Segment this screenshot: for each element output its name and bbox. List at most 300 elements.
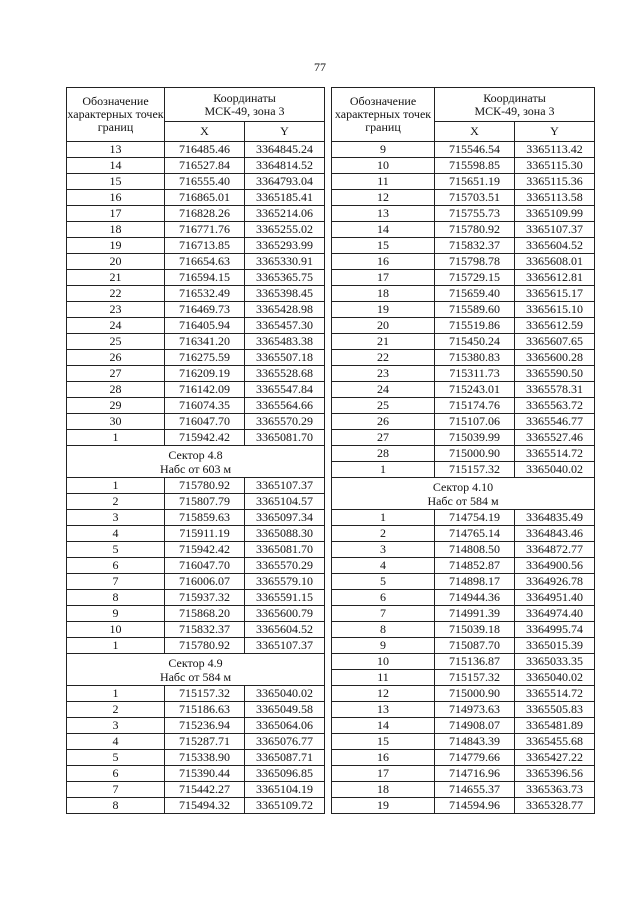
y-coordinate: 3365604.52 (515, 238, 595, 254)
point-number: 9 (332, 142, 435, 158)
y-coordinate: 3365040.02 (515, 462, 595, 478)
y-coordinate: 3365081.70 (245, 430, 325, 446)
point-number: 5 (332, 574, 435, 590)
table-row (332, 334, 595, 350)
table-row (67, 750, 325, 766)
sector-row (332, 478, 595, 510)
x-coordinate: 715390.44 (165, 766, 245, 782)
point-number: 8 (67, 798, 165, 814)
table-row (67, 318, 325, 334)
table-row (332, 670, 595, 686)
point-number: 26 (67, 350, 165, 366)
y-coordinate: 3365104.19 (245, 782, 325, 798)
x-coordinate: 716405.94 (165, 318, 245, 334)
y-coordinate: 3365113.58 (515, 190, 595, 206)
y-coordinate: 3365363.73 (515, 782, 595, 798)
sector-title: Сектор 4.9 (168, 655, 223, 670)
x-coordinate: 715780.92 (165, 638, 245, 654)
y-coordinate: 3365591.15 (245, 590, 325, 606)
x-coordinate: 715911.19 (165, 526, 245, 542)
x-coordinate: 714808.50 (435, 542, 515, 558)
y-coordinate: 3365563.72 (515, 398, 595, 414)
x-coordinate: 715243.01 (435, 382, 515, 398)
point-number: 1 (67, 478, 165, 494)
point-number: 13 (332, 702, 435, 718)
y-coordinate: 3365396.56 (515, 766, 595, 782)
y-coordinate: 3365076.77 (245, 734, 325, 750)
designation-header: Обозначение характерных точек границ (67, 88, 165, 142)
x-coordinate: 715780.92 (165, 478, 245, 494)
table-row (332, 750, 595, 766)
x-coordinate: 716142.09 (165, 382, 245, 398)
point-number: 17 (67, 206, 165, 222)
x-coordinate: 715832.37 (165, 622, 245, 638)
x-coordinate: 715755.73 (435, 206, 515, 222)
x-coordinate: 716469.73 (165, 302, 245, 318)
x-coordinate: 715868.20 (165, 606, 245, 622)
table-row (67, 254, 325, 270)
x-coordinate: 716594.15 (165, 270, 245, 286)
y-coordinate: 3365564.66 (245, 398, 325, 414)
table-row (67, 702, 325, 718)
table-row (332, 526, 595, 542)
point-number: 7 (67, 574, 165, 590)
x-coordinate: 715807.79 (165, 494, 245, 510)
x-coordinate: 715380.83 (435, 350, 515, 366)
table-row (332, 430, 595, 446)
y-coordinate: 3365115.30 (515, 158, 595, 174)
table-row (67, 686, 325, 702)
y-coordinate: 3365481.89 (515, 718, 595, 734)
table-row (67, 510, 325, 526)
y-coordinate: 3365088.30 (245, 526, 325, 542)
y-coordinate: 3365015.39 (515, 638, 595, 654)
y-coordinate: 3365427.22 (515, 750, 595, 766)
table-row (332, 558, 595, 574)
table-row (332, 686, 595, 702)
point-number: 19 (332, 302, 435, 318)
table-row (332, 270, 595, 286)
y-coordinate: 3365107.37 (245, 478, 325, 494)
point-number: 22 (332, 350, 435, 366)
table-row (67, 302, 325, 318)
point-number: 2 (67, 702, 165, 718)
x-coordinate: 714973.63 (435, 702, 515, 718)
table-row (332, 638, 595, 654)
y-coordinate: 3365040.02 (245, 686, 325, 702)
y-coordinate: 3365109.99 (515, 206, 595, 222)
point-number: 1 (67, 686, 165, 702)
sector-heading (67, 446, 325, 478)
point-number: 1 (67, 638, 165, 654)
point-number: 14 (332, 222, 435, 238)
point-number: 26 (332, 414, 435, 430)
table-row (67, 734, 325, 750)
y-coordinate: 3365528.68 (245, 366, 325, 382)
table-row (332, 206, 595, 222)
y-coordinate: 3365546.77 (515, 414, 595, 430)
table-row (332, 734, 595, 750)
x-coordinate: 715832.37 (435, 238, 515, 254)
x-coordinate: 715450.24 (435, 334, 515, 350)
x-coordinate: 715287.71 (165, 734, 245, 750)
y-coordinate: 3364995.74 (515, 622, 595, 638)
y-coordinate: 3364793.04 (245, 174, 325, 190)
coordinates-header (165, 88, 325, 122)
y-coordinate: 3365615.17 (515, 286, 595, 302)
table-row (332, 606, 595, 622)
x-coordinate: 716865.01 (165, 190, 245, 206)
point-number: 2 (67, 494, 165, 510)
table-row (67, 430, 325, 446)
point-number: 14 (67, 158, 165, 174)
sector-heading (332, 478, 595, 510)
y-coordinate: 3365612.81 (515, 270, 595, 286)
point-number: 9 (332, 638, 435, 654)
point-number: 12 (332, 190, 435, 206)
y-coordinate: 3364835.49 (515, 510, 595, 526)
x-coordinate: 715338.90 (165, 750, 245, 766)
y-coordinate: 3364900.56 (515, 558, 595, 574)
point-number: 6 (332, 590, 435, 606)
sector-elevation: Набс от 584 м (427, 493, 499, 508)
x-coordinate: 715107.06 (435, 414, 515, 430)
table-row (67, 638, 325, 654)
point-number: 17 (332, 766, 435, 782)
x-coordinate: 716828.26 (165, 206, 245, 222)
y-coordinate: 3365514.72 (515, 446, 595, 462)
table-row (67, 622, 325, 638)
point-number: 27 (332, 430, 435, 446)
table-row (332, 542, 595, 558)
point-number: 15 (332, 238, 435, 254)
table-row (332, 366, 595, 382)
x-coordinate: 714765.14 (435, 526, 515, 542)
x-coordinate: 716006.07 (165, 574, 245, 590)
point-number: 10 (332, 158, 435, 174)
point-number: 6 (67, 766, 165, 782)
y-coordinate: 3365579.10 (245, 574, 325, 590)
y-coordinate: 3365081.70 (245, 542, 325, 558)
table-row (67, 798, 325, 814)
table-row (67, 270, 325, 286)
x-coordinate: 715186.63 (165, 702, 245, 718)
y-coordinate: 3365612.59 (515, 318, 595, 334)
table-row (332, 382, 595, 398)
y-coordinate: 3365107.37 (515, 222, 595, 238)
x-coordinate: 715442.27 (165, 782, 245, 798)
x-coordinate: 714594.96 (435, 798, 515, 814)
x-coordinate: 715659.40 (435, 286, 515, 302)
point-number: 18 (332, 782, 435, 798)
x-coordinate: 714716.96 (435, 766, 515, 782)
point-number: 20 (67, 254, 165, 270)
x-coordinate: 715937.32 (165, 590, 245, 606)
point-number: 3 (67, 510, 165, 526)
point-number: 4 (67, 734, 165, 750)
x-coordinate: 715000.90 (435, 686, 515, 702)
y-coordinate: 3364843.46 (515, 526, 595, 542)
y-coordinate: 3365328.77 (515, 798, 595, 814)
point-number: 5 (67, 542, 165, 558)
table-row (332, 446, 595, 462)
x-coordinate: 715859.63 (165, 510, 245, 526)
point-number: 23 (67, 302, 165, 318)
x-coordinate: 715174.76 (435, 398, 515, 414)
x-header: X (435, 122, 515, 142)
table-row (67, 494, 325, 510)
point-number: 9 (67, 606, 165, 622)
y-coordinate: 3365115.36 (515, 174, 595, 190)
y-coordinate: 3365457.30 (245, 318, 325, 334)
y-coordinate: 3365428.98 (245, 302, 325, 318)
y-coordinate: 3365590.50 (515, 366, 595, 382)
x-coordinate: 715780.92 (435, 222, 515, 238)
point-number: 6 (67, 558, 165, 574)
x-coordinate: 716771.76 (165, 222, 245, 238)
x-coordinate: 716532.49 (165, 286, 245, 302)
x-coordinate: 715311.73 (435, 366, 515, 382)
x-coordinate: 716555.40 (165, 174, 245, 190)
coordinates-header-line1: Координаты (213, 90, 276, 105)
table-row (332, 350, 595, 366)
x-coordinate: 715598.85 (435, 158, 515, 174)
y-coordinate: 3365049.58 (245, 702, 325, 718)
table-row (332, 782, 595, 798)
point-number: 11 (332, 174, 435, 190)
x-header: X (165, 122, 245, 142)
point-number: 13 (67, 142, 165, 158)
coordinates-header (435, 88, 595, 122)
point-number: 23 (332, 366, 435, 382)
table-row (332, 414, 595, 430)
table-row (332, 142, 595, 158)
table-row (67, 558, 325, 574)
y-coordinate: 3365040.02 (515, 670, 595, 686)
point-number: 13 (332, 206, 435, 222)
y-coordinate: 3365455.68 (515, 734, 595, 750)
y-coordinate: 3365096.85 (245, 766, 325, 782)
point-number: 1 (332, 510, 435, 526)
x-coordinate: 716527.84 (165, 158, 245, 174)
point-number: 8 (332, 622, 435, 638)
x-coordinate: 714898.17 (435, 574, 515, 590)
table-row (67, 222, 325, 238)
table-row (67, 238, 325, 254)
x-coordinate: 716047.70 (165, 414, 245, 430)
table-row (332, 798, 595, 814)
y-coordinate: 3364974.40 (515, 606, 595, 622)
x-coordinate: 714779.66 (435, 750, 515, 766)
x-coordinate: 715494.32 (165, 798, 245, 814)
y-coordinate: 3365185.41 (245, 190, 325, 206)
point-number: 21 (67, 270, 165, 286)
sector-title: Сектор 4.8 (168, 447, 223, 462)
y-coordinate: 3365615.10 (515, 302, 595, 318)
point-number: 11 (332, 670, 435, 686)
y-coordinate: 3364814.52 (245, 158, 325, 174)
x-coordinate: 715798.78 (435, 254, 515, 270)
table-row (67, 142, 325, 158)
point-number: 12 (332, 686, 435, 702)
y-coordinate: 3365107.37 (245, 638, 325, 654)
x-coordinate: 715157.32 (165, 686, 245, 702)
point-number: 10 (332, 654, 435, 670)
point-number: 14 (332, 718, 435, 734)
table-row (67, 542, 325, 558)
point-number: 15 (332, 734, 435, 750)
x-coordinate: 716074.35 (165, 398, 245, 414)
point-number: 18 (67, 222, 165, 238)
point-number: 27 (67, 366, 165, 382)
sector-heading (67, 654, 325, 686)
x-coordinate: 714655.37 (435, 782, 515, 798)
point-number: 25 (67, 334, 165, 350)
point-number: 7 (67, 782, 165, 798)
point-number: 25 (332, 398, 435, 414)
sector-row (67, 446, 325, 478)
point-number: 16 (332, 254, 435, 270)
y-coordinate: 3365578.31 (515, 382, 595, 398)
x-coordinate: 715589.60 (435, 302, 515, 318)
y-coordinate: 3365214.06 (245, 206, 325, 222)
x-coordinate: 714852.87 (435, 558, 515, 574)
x-coordinate: 714908.07 (435, 718, 515, 734)
sector-elevation: Набс от 584 м (159, 669, 232, 684)
point-number: 29 (67, 398, 165, 414)
table-row (332, 318, 595, 334)
designation-header: Обозначение характерных точек границ (332, 88, 435, 142)
sector-row (67, 654, 325, 686)
table-row (332, 654, 595, 670)
y-coordinate: 3365109.72 (245, 798, 325, 814)
table-row (332, 238, 595, 254)
point-number: 1 (67, 430, 165, 446)
y-coordinate: 3365570.29 (245, 414, 325, 430)
y-coordinate: 3365064.06 (245, 718, 325, 734)
x-coordinate: 715157.32 (435, 462, 515, 478)
table-row (332, 174, 595, 190)
coordinates-header-line2: МСК-49, зона 3 (474, 103, 555, 118)
x-coordinate: 715000.90 (435, 446, 515, 462)
point-number: 3 (67, 718, 165, 734)
table-row (67, 382, 325, 398)
y-coordinate: 3365398.45 (245, 286, 325, 302)
sector-title: Сектор 4.10 (432, 479, 494, 494)
y-coordinate: 3365113.42 (515, 142, 595, 158)
point-number: 15 (67, 174, 165, 190)
point-number: 16 (332, 750, 435, 766)
table-row (67, 526, 325, 542)
y-coordinate: 3364926.78 (515, 574, 595, 590)
x-coordinate: 715236.94 (165, 718, 245, 734)
table-row (67, 590, 325, 606)
point-number: 17 (332, 270, 435, 286)
y-coordinate: 3365547.84 (245, 382, 325, 398)
x-coordinate: 716341.20 (165, 334, 245, 350)
table-row (67, 478, 325, 494)
table-row (67, 190, 325, 206)
coordinates-header-line1: Координаты (483, 90, 546, 105)
sector-elevation: Набс от 603 м (159, 461, 232, 476)
y-coordinate: 3365365.75 (245, 270, 325, 286)
table-row (332, 398, 595, 414)
x-coordinate: 716485.46 (165, 142, 245, 158)
table-row (332, 590, 595, 606)
table-row (67, 574, 325, 590)
table-row (332, 254, 595, 270)
table-row (67, 286, 325, 302)
page-number: 77 (314, 60, 326, 74)
y-coordinate: 3365104.57 (245, 494, 325, 510)
y-coordinate: 3365604.52 (245, 622, 325, 638)
x-coordinate: 714944.36 (435, 590, 515, 606)
y-coordinate: 3365255.02 (245, 222, 325, 238)
table-row (67, 366, 325, 382)
coordinates-table-left (66, 87, 325, 814)
y-coordinate: 3365607.65 (515, 334, 595, 350)
point-number: 1 (332, 462, 435, 478)
y-coordinate: 3365507.18 (245, 350, 325, 366)
point-number: 28 (332, 446, 435, 462)
point-number: 2 (332, 526, 435, 542)
table-row (332, 702, 595, 718)
y-coordinate: 3365505.83 (515, 702, 595, 718)
y-coordinate: 3365087.71 (245, 750, 325, 766)
point-number: 18 (332, 286, 435, 302)
table-row (332, 286, 595, 302)
table-row (67, 606, 325, 622)
x-coordinate: 714991.39 (435, 606, 515, 622)
x-coordinate: 716047.70 (165, 558, 245, 574)
coordinates-header-line2: МСК-49, зона 3 (204, 103, 285, 118)
x-coordinate: 715136.87 (435, 654, 515, 670)
point-number: 20 (332, 318, 435, 334)
y-coordinate: 3365033.35 (515, 654, 595, 670)
point-number: 4 (67, 526, 165, 542)
point-number: 30 (67, 414, 165, 430)
x-coordinate: 715039.18 (435, 622, 515, 638)
table-row (332, 718, 595, 734)
y-coordinate: 3365514.72 (515, 686, 595, 702)
x-coordinate: 715546.54 (435, 142, 515, 158)
table-row (67, 718, 325, 734)
y-coordinate: 3364845.24 (245, 142, 325, 158)
point-number: 24 (67, 318, 165, 334)
y-coordinate: 3365293.99 (245, 238, 325, 254)
point-number: 28 (67, 382, 165, 398)
coordinates-table-right (331, 87, 595, 814)
point-number: 3 (332, 542, 435, 558)
x-coordinate: 715519.86 (435, 318, 515, 334)
table-row (67, 158, 325, 174)
x-coordinate: 714754.19 (435, 510, 515, 526)
y-coordinate: 3365097.34 (245, 510, 325, 526)
table-row (67, 174, 325, 190)
table-row (332, 190, 595, 206)
table-row (332, 574, 595, 590)
point-number: 7 (332, 606, 435, 622)
table-row (332, 622, 595, 638)
right-table-body (332, 142, 595, 814)
x-coordinate: 715087.70 (435, 638, 515, 654)
y-coordinate: 3365330.91 (245, 254, 325, 270)
table-row (332, 766, 595, 782)
x-coordinate: 715703.51 (435, 190, 515, 206)
x-coordinate: 716275.59 (165, 350, 245, 366)
y-coordinate: 3365483.38 (245, 334, 325, 350)
x-coordinate: 716209.19 (165, 366, 245, 382)
